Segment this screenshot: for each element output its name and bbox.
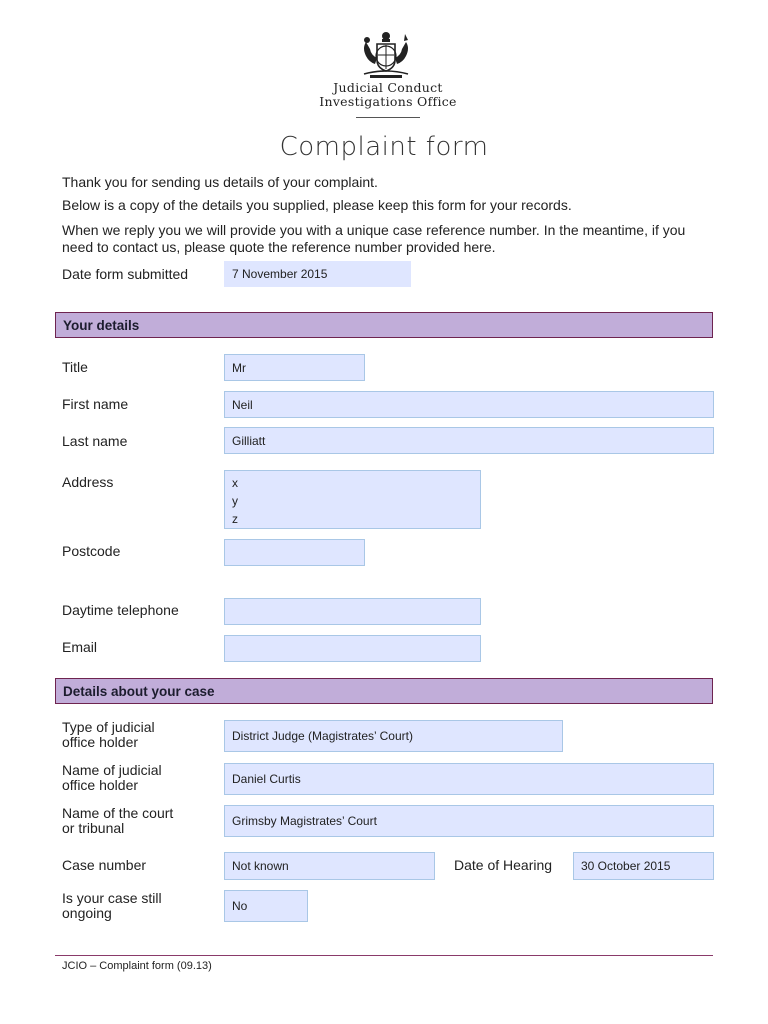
ongoing-label [62,891,162,921]
address-label: Address [62,474,114,490]
office-name-label-line2: office holder [62,777,139,793]
court-field[interactable]: Grimsby Magistrates’ Court [224,805,714,837]
footer-text: JCIO – Complaint form (09.13) [62,960,212,972]
ongoing-label-line1: Is your case still [62,890,162,906]
office-name-label-line1: Name of judicial [62,762,162,778]
office-type-label [62,720,155,750]
org-divider [356,117,420,118]
org-name-line1: Judicial Conduct [333,80,443,95]
office-type-label-line1: Type of judicial [62,719,155,735]
email-field[interactable] [224,635,481,662]
court-label [62,806,173,836]
case-number-label: Case number [62,857,147,873]
royal-crest-icon [358,30,414,80]
intro-paragraph-2: Below is a copy of the details you supplied, please keep this form for your records. [62,197,572,213]
case-number-field[interactable]: Not known [224,852,435,880]
date-submitted-label: Date form submitted [62,266,189,282]
first-name-label: First name [62,396,129,412]
email-label: Email [62,639,98,655]
title-field[interactable]: Mr [224,354,365,381]
postcode-label: Postcode [62,543,121,559]
intro-paragraph-3: When we reply you we will provide you with a unique case reference number. In the meantime, if you need to contact us, please quote the reference number provided here. [62,222,686,255]
org-name-line2: Investigations Office [319,94,457,109]
hearing-date-field[interactable]: 30 October 2015 [573,852,714,880]
office-name-label [62,763,162,793]
court-label-line1: Name of the court [62,805,174,821]
telephone-label: Daytime telephone [62,602,179,618]
date-submitted-field: 7 November 2015 [224,261,411,287]
intro-paragraph-1: Thank you for sending us details of your complaint. [62,174,378,190]
case-details-heading: Details about your case [55,678,713,704]
title-label: Title [62,359,88,375]
office-type-field[interactable]: District Judge (Magistrates’ Court) [224,720,563,752]
postcode-field[interactable] [224,539,365,566]
your-details-heading: Your details [55,312,713,338]
office-type-label-line2: office holder [62,734,139,750]
office-name-field[interactable]: Daniel Curtis [224,763,714,795]
ongoing-label-line2: ongoing [62,905,112,921]
last-name-field[interactable]: Gilliatt [224,427,714,454]
footer-divider [55,955,713,956]
address-line-2: y [232,494,238,508]
address-field[interactable] [224,470,481,529]
hearing-date-label: Date of Hearing [454,857,553,873]
court-label-line2: or tribunal [62,820,125,836]
address-line-1: x [232,476,238,490]
telephone-field[interactable] [224,598,481,625]
first-name-field[interactable]: Neil [224,391,714,418]
last-name-label: Last name [62,433,128,449]
address-line-3: z [232,512,238,526]
page-title: Complaint form [279,132,489,162]
ongoing-field[interactable]: No [224,890,308,922]
